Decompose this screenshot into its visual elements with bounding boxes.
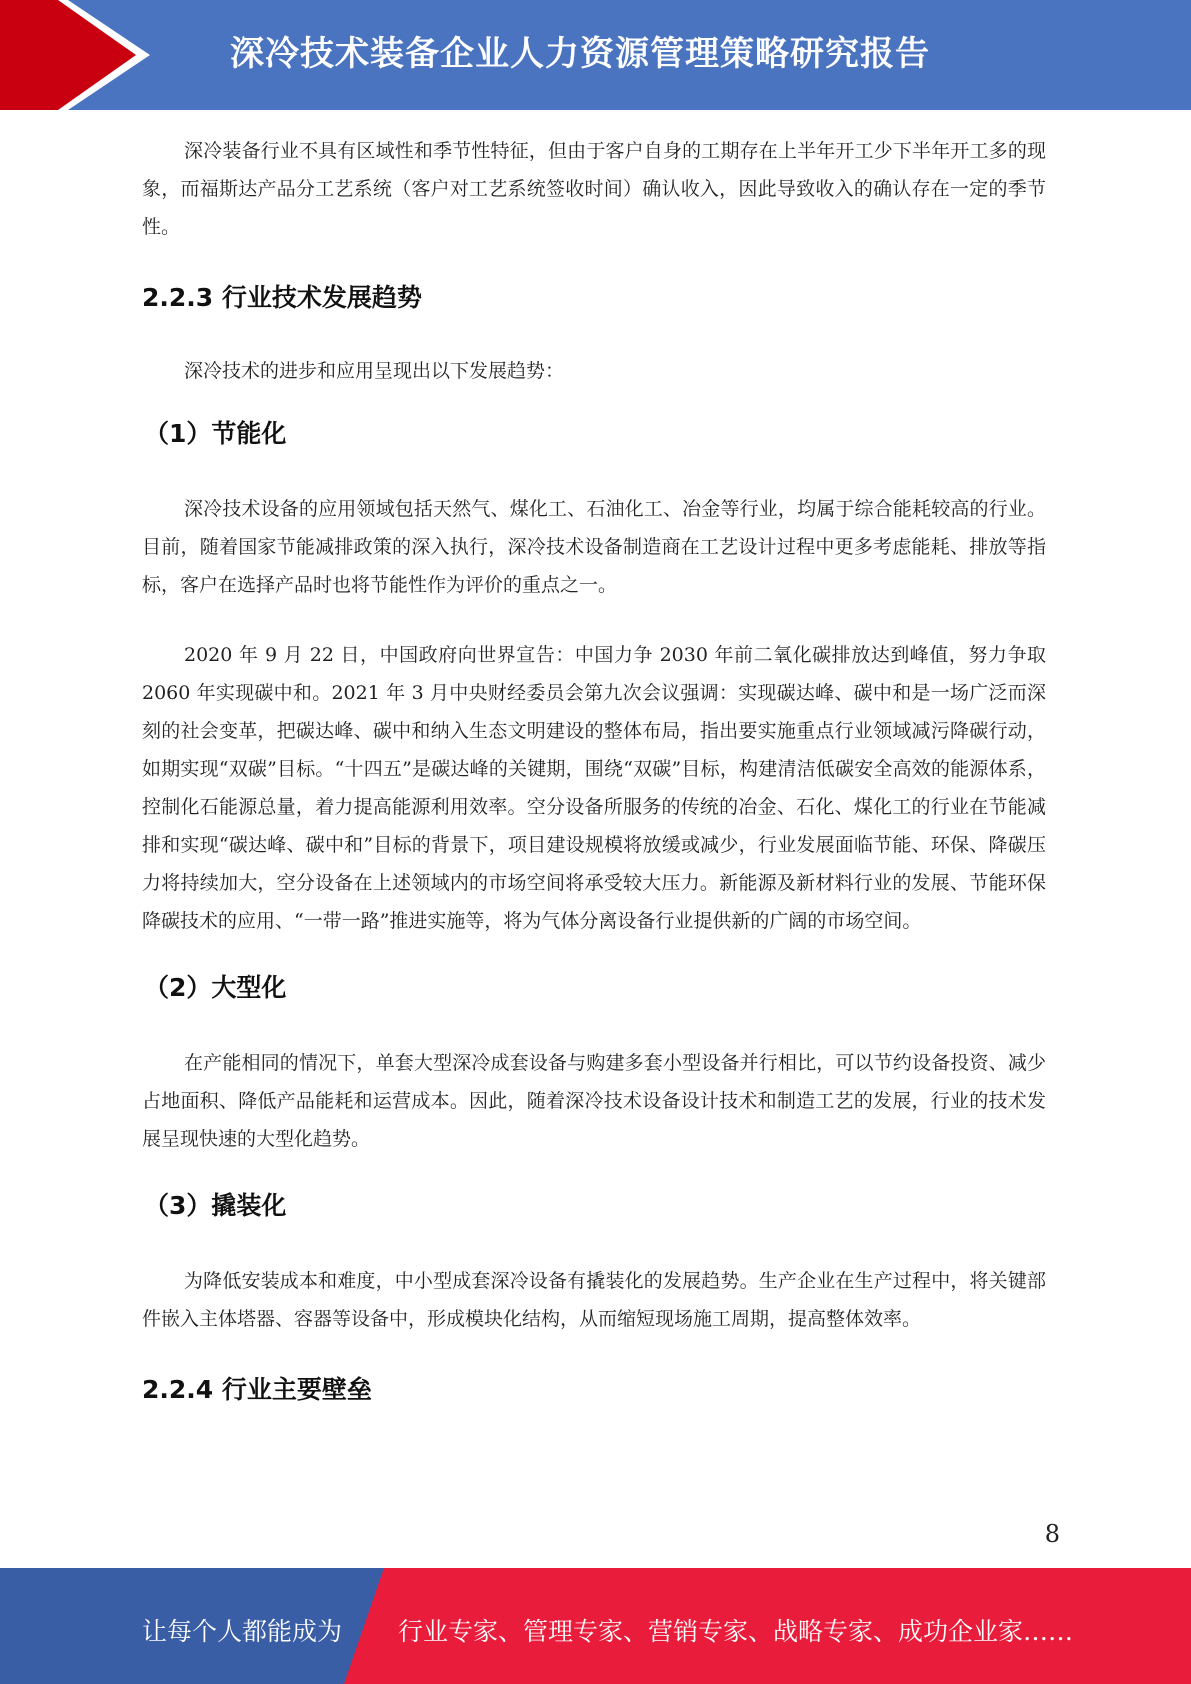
subheading-energy-saving: （1）节能化	[144, 419, 287, 448]
paragraph-energy-saving: 深冷技术设备的应用领域包括天然气、煤化工、石油化工、冶金等行业，均属于综合能耗较高的行业。目前，随着国家节能减排政策的深入执行，深冷技术设备制造商在工艺设计过程中更多考虑能耗、排放等指标，客户在选择产品时也将节能性作为评价的重点之一。	[142, 498, 1046, 596]
footer-slogan-right: 行业专家、管理专家、营销专家、战略专家、成功企业家……	[398, 1617, 1074, 1646]
footer-slogan-left: 让每个人都能成为	[142, 1617, 343, 1646]
subheading-skid-mounted: （3）撬装化	[144, 1191, 287, 1220]
paragraph-skid-mounted: 为降低安装成本和难度，中小型成套深冷设备有撬装化的发展趋势。生产企业在生产过程中，将关键部件嵌入主体塔器、容器等设备中，形成模块化结构，从而缩短现场施工周期，提高整体效率。	[142, 1270, 1046, 1330]
report-title: 深冷技术装备企业人力资源管理策略研究报告	[230, 34, 930, 74]
paragraph-seasonality: 深冷装备行业不具有区域性和季节性特征，但由于客户自身的工期存在上半年开工少下半年开工多的现象，而福斯达产品分工艺系统（客户对工艺系统签收时间）确认收入，因此导致收入的确认存在一定的季节性。	[142, 140, 1046, 238]
paragraph-carbon-goals: 2020 年 9 月 22 日，中国政府向世界宣告：中国力争 2030 年前二氧化碳排放达到峰值，努力争取 2060 年实现碳中和。2021 年 3 月中央财经委员会第九次会议强调：实现碳达峰、碳中和是一场广泛而深刻的社会变革，把碳达峰、碳中和纳入生态文明建设的整体布局，指出要实施重点行业领域减污降碳行动，如期实现“双碳”目标。“十四五”是碳达峰的关键期，围绕“双碳”目标，构建清洁低碳安全高效的能源体系，控制化石能源总量，着力提高能源利用效率。空分设备所服务的传统的冶金、石化、煤化工的行业在节能减排和实现“碳达峰、碳中和”目标的背景下，项目建设规模将放缓或减少，行业发展面临节能、环保、降碳压力将持续加大，空分设备在上述领域内的市场空间将承受较大压力。新能源及新材料行业的发展、节能环保降碳技术的应用、“一带一路”推进实施等，将为气体分离设备行业提供新的广阔的市场空间。	[142, 644, 1046, 932]
paragraph-large-scale: 在产能相同的情况下，单套大型深冷成套设备与购建多套小型设备并行相比，可以节约设备投资、减少占地面积、降低产品能耗和运营成本。因此，随着深冷技术设备设计技术和制造工艺的发展，行业的技术发展呈现快速的大型化趋势。	[142, 1052, 1046, 1150]
section-heading-2-2-4: 2.2.4 行业主要壁垒	[142, 1375, 372, 1404]
paragraph-trend-intro: 深冷技术的进步和应用呈现出以下发展趋势：	[184, 360, 565, 382]
footer-banner	[0, 1568, 1191, 1684]
header-banner	[0, 0, 1191, 110]
section-heading-2-2-3: 2.2.3 行业技术发展趋势	[142, 283, 422, 312]
page-number: 8	[1044, 1520, 1060, 1548]
document-body	[142, 132, 1046, 1406]
subheading-large-scale: （2）大型化	[144, 973, 287, 1002]
